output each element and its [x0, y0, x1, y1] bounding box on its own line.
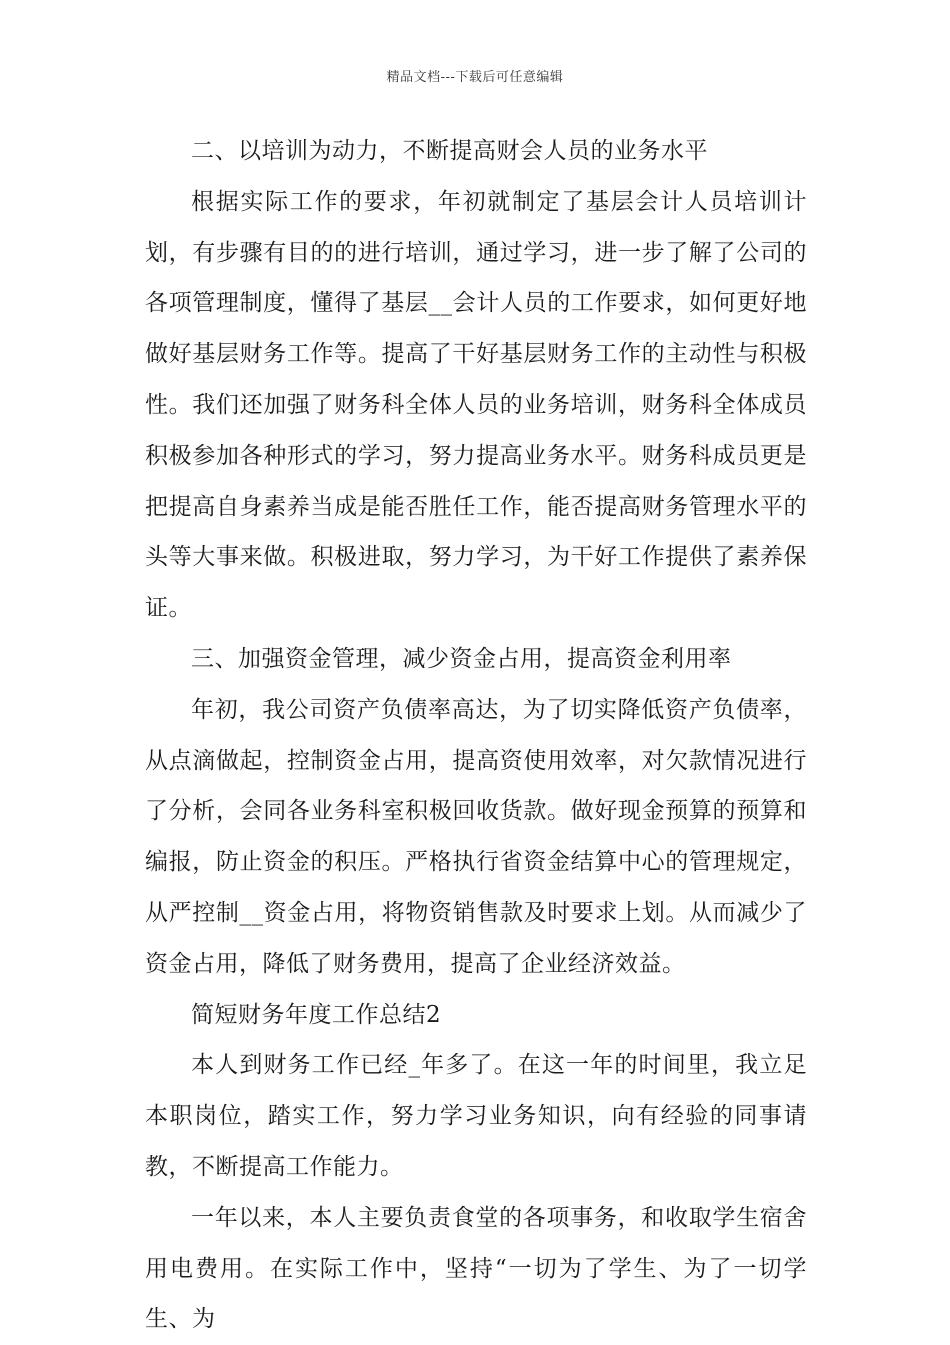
document-body — [145, 126, 807, 1345]
article-2-title: 简短财务年度工作总结2 — [191, 1001, 442, 1028]
section-3-paragraph: 年初，我公司资产负债率高达，为了切实降低资产负债率，从点滴做起，控制资金占用，提高资使用效率，对欠款情况进行了分析，会同各业务科室积极回收货款。做好现金预算的预算和编报，防止资金的积压。严格执行省资金结算中心的管理规定，从严控制__资金占用，将物资销售款及时要求上划。从而减少了资金占用，降低了财务费用，提高了企业经济效益。 — [145, 696, 807, 977]
section-2-paragraph: 根据实际工作的要求，年初就制定了基层会计人员培训计划，有步骤有目的的进行培训，通过学习，进一步了解了公司的各项管理制度，懂得了基层__会计人员的工作要求，如何更好地做好基层财务工作等。提高了干好基层财务工作的主动性与积极性。我们还加强了财务科全体人员的业务培训，财务科全体成员积极参加各种形式的学习，努力提高业务水平。财务科成员更是把提高自身素养当成是能否胜任工作，能否提高财务管理水平的头等大事来做。积极进取，努力学习，为干好工作提供了素养保证。 — [145, 188, 807, 622]
article-2-paragraph-2: 一年以来，本人主要负责食堂的各项事务，和收取学生宿舍用电费用。在实际工作中，坚持“一切为了学生、为了一切学生、为 — [145, 1204, 807, 1333]
page-header: 精品文档---下载后可任意编辑 — [386, 70, 564, 85]
section-2-heading: 二、以培训为动力，不断提高财会人员的业务水平 — [191, 138, 708, 164]
article-2-paragraph-1: 本人到财务工作已经_年多了。在这一年的时间里，我立足本职岗位，踏实工作，努力学习业务知识，向有经验的同事请教，不断提高工作能力。 — [145, 1052, 807, 1180]
section-3-heading: 三、加强资金管理，减少资金占用，提高资金利用率 — [191, 645, 732, 672]
